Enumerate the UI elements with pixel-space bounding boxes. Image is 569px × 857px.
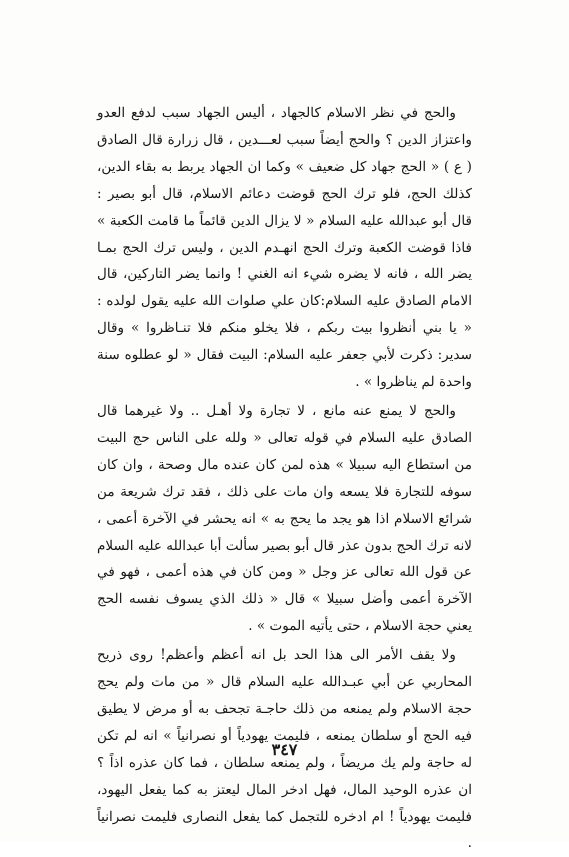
paragraph-3: ولا يقف الأمر الى هذا الحد بل انه أعظم وأعظم! روى ذريح المحاربي عن أبي عبـدالله عليه السلام قال « من مات ولم يحج حجة الاسلام ولم يمنعه من ذلك حاجـة تجحف به أو مرض لا يطيق فيه الحج أو سلطان يمنعه ، فليمت يهودياً أو نصرانياً » انه لم تكن له حاجة ولم يك مريضاً ، ولم يمنعه سلطان ، فما كان عذره اذاً ؟ ان عذره الوحيد المال، فهل ادخر المال ليعتز به كما يفعل اليهود، فليمت يهودياً ! ام ادخره للتجمل كما يفعل النصارى فليمت نصرانياً . [97,647,472,852]
page-number: ٣٤٧ [271,740,298,759]
paragraph-2: والحج لا يمنع عنه مانع ، لا تجارة ولا أهـل .. ولا غيرهما قال الصادق عليه السلام في قوله تعالى « ولله على الناس حج البيت من استطاع اليه سبيلا » هذه لمن كان عنده مال وصحة ، وان كان سوفه للتجارة فلا يسعه وان مات على ذلك ، فقد ترك شريعة من شرائع الاسلام اذا هو يجد ما يحج به » انه يحشر في الآخرة أعمى ، لانه ترك الحج بدون عذر قال أبو بصير سألت أبا عبدالله عليه السلام عن قول الله تعالى عز وجل « ومن كان في هذه أعمى ، فهو في الآخرة أعمى وأضل سبيلا » قال « ذلك الذي يسوف نفسه الحج يعني حجة الاسلام ، حتى يأتيه الموت » . [97,402,472,635]
paragraph-1: والحج في نظر الاسلام كالجهاد ، أليس الجهاد سبب لدفع العدو واعتزاز الدين ؟ والحج أيضاً سبب لعـــدين ، قال زرارة قال الصادق ( ع ) « الحج جهاد كل ضعيف » وكما ان الجهاد يربط به بقاء الدين، كذلك الحج، فلو ترك الحج قوضت دعائم الاسلام، قال أبو بصير : قال أبو عبدالله عليه السلام « لا يزال الدين قائماً ما قامت الكعبة » فاذا قوضت الكعبة وترك الحج انهـدم الدين ، وليس ترك الحج بمـا يضر الله ، فانه لا يضره شيء انه الغني ! وانما يضر التاركين، قال الامام الصادق عليه السلام:كان علي صلوات الله عليه يقول لولده : « يا بني أنظروا بيت ربكم ، فلا يخلو منكم فلا تنـاظروا » وقال سدير: ذكرت لأبي جعفر عليه السلام: البيت فقال « لو عطلوه سنة واحدة لم يناظروا » . [97,105,472,391]
